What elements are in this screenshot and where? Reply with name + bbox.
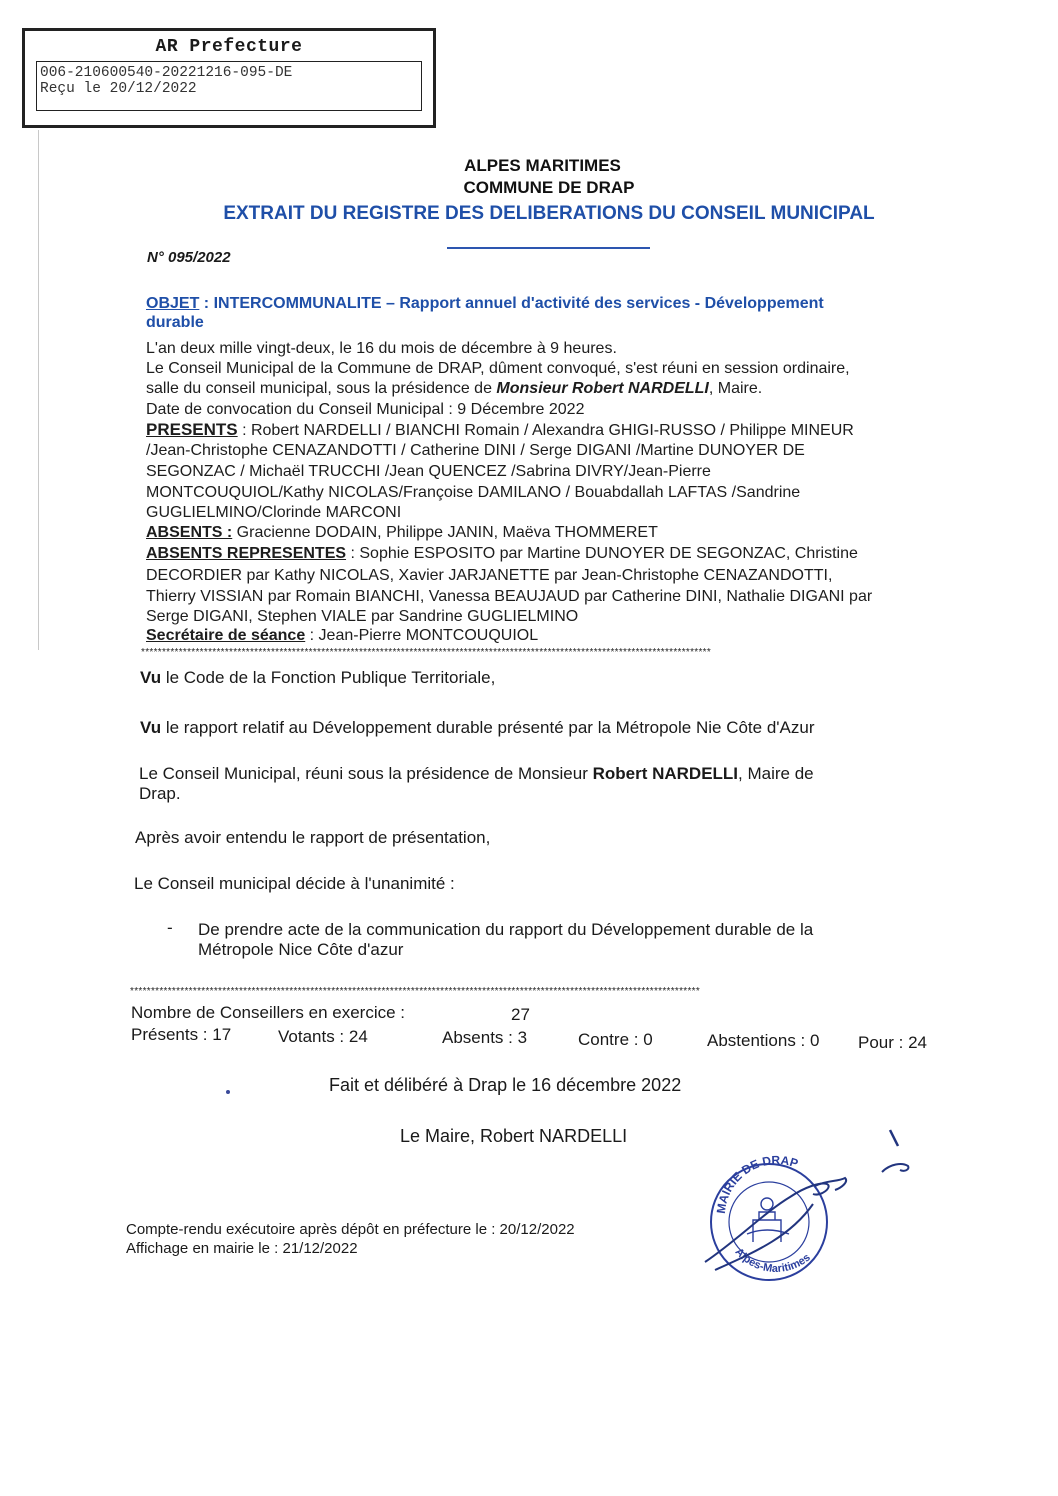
- vote-presents: Présents : 17: [131, 1025, 232, 1044]
- presents-line-5: GUGLIELMINO/Clorinde MARCONI: [146, 504, 402, 521]
- president-name: Monsieur Robert NARDELLI: [496, 380, 709, 397]
- decision-item-line-2: Métropole Nice Côte d'azur: [198, 940, 404, 959]
- presents-line-3: SEGONZAC / Michaël TRUCCHI /Jean QUENCEZ /Sabrina DIVRY/Jean-Pierre: [146, 463, 711, 480]
- presents-line: PRESENTS : Robert NARDELLI / BIANCHI Romain / Alexandra GHIGI-RUSSO / Philippe MINEUR: [146, 420, 854, 439]
- ar-stamp-inner-box: [36, 61, 422, 111]
- absents-representes-line-4: Serge DIGANI, Stephen VIALE par Sandrine GUGLIELMINO: [146, 608, 579, 625]
- vote-votants: Votants : 24: [278, 1027, 368, 1046]
- ink-dot: [226, 1090, 230, 1094]
- presents-label: PRESENTS: [146, 420, 238, 439]
- council-presidence-line: Le Conseil Municipal, réuni sous la présidence de Monsieur Robert NARDELLI, Maire de: [139, 764, 814, 783]
- absents-label: ABSENTS :: [146, 524, 233, 541]
- decision-item-line-1: De prendre acte de la communication du rapport du Développement durable de la: [198, 920, 814, 939]
- vote-abstentions: Abstentions : 0: [707, 1031, 820, 1050]
- mairie-seal-graphic: [695, 1142, 855, 1287]
- maire-signature-line: Le Maire, Robert NARDELLI: [400, 1126, 628, 1146]
- commune-heading: COMMUNE DE DRAP: [463, 178, 635, 197]
- session-convocation-line: Le Conseil Municipal de la Commune de DRAP, dûment convoqué, s'est réuni en session ordinaire,: [146, 360, 850, 377]
- decision-line: Le Conseil municipal décide à l'unanimité :: [134, 874, 455, 893]
- mairie-seal: [695, 1142, 855, 1287]
- ar-stamp-title: AR Prefecture: [155, 37, 303, 57]
- apres-rapport-line: Après avoir entendu le rapport de présentation,: [135, 828, 491, 847]
- separator-bottom: ****************************************************************************************************************************************: [130, 986, 701, 997]
- separator-top: ****************************************************************************************************************************************: [141, 647, 712, 658]
- convocation-date: Date de convocation du Conseil Municipal : 9 Décembre 2022: [146, 401, 585, 418]
- ar-prefecture-stamp: [22, 28, 436, 128]
- presents-line-4: MONTCOUQUIOL/Kathy NICOLAS/Françoise DAMILANO / Bouabdallah LAFTAS /Sandrine: [146, 484, 801, 501]
- absents-representes-label: ABSENTS REPRESENTES: [146, 545, 347, 562]
- seal-top-text: MAIRIE DE DRAP: [713, 1153, 800, 1215]
- absents-representes-line-3: Thierry VISSIAN par Romain BIANCHI, Vanessa BEAUJAUD par Catherine DINI, Nathalie DIGANI par: [146, 588, 873, 605]
- absents-line: ABSENTS : Gracienne DODAIN, Philippe JANIN, Maëva THOMMERET: [146, 524, 658, 541]
- council-presidence-line-2: Drap.: [139, 784, 181, 803]
- department-heading: ALPES MARITIMES: [464, 156, 621, 175]
- vu-code-line: Vu le Code de la Fonction Publique Territoriale,: [140, 668, 496, 687]
- deliberation-number: N° 095/2022: [147, 249, 231, 266]
- objet-text: : INTERCOMMUNALITE – Rapport annuel d'activité des services - Développement: [199, 295, 824, 312]
- absents-representes-line-2: DECORDIER par Kathy NICOLAS, Xavier JARJANETTE par Jean-Christophe CENAZANDOTTI,: [146, 567, 833, 584]
- decision-bullet: -: [167, 918, 173, 937]
- signature-flourish-icon: [880, 1128, 920, 1178]
- ar-reference: 006-210600540-20221216-095-DE: [40, 65, 293, 81]
- presents-line-2: /Jean-Christophe CENAZANDOTTI / Catherine DINI / Serge DIGANI /Martine DUNOYER DE: [146, 442, 805, 459]
- ar-received-date: Reçu le 20/12/2022: [40, 81, 197, 97]
- secretaire-line: Secrétaire de séance : Jean-Pierre MONTCOUQUIOL: [146, 627, 539, 644]
- title-underline: [447, 247, 650, 249]
- conseillers-exercice-label: Nombre de Conseillers en exercice :: [131, 1003, 406, 1022]
- affichage-line: Affichage en mairie le : 21/12/2022: [126, 1240, 358, 1257]
- vu-rapport-line: Vu le rapport relatif au Développement durable présenté par la Métropole Nie Côte d'Azur: [140, 718, 815, 737]
- conseillers-exercice-value: 27: [511, 1005, 530, 1024]
- objet-text-continued: durable: [146, 314, 204, 331]
- compte-rendu-line: Compte-rendu exécutoire après dépôt en préfecture le : 20/12/2022: [126, 1221, 575, 1238]
- secretaire-label: Secrétaire de séance: [146, 627, 306, 644]
- register-title: EXTRAIT DU REGISTRE DES DELIBERATIONS DU CONSEIL MUNICIPAL: [223, 203, 875, 224]
- fait-delibere-line: Fait et délibéré à Drap le 16 décembre 2022: [329, 1075, 682, 1095]
- session-date-line: L'an deux mille vingt-deux, le 16 du mois de décembre à 9 heures.: [146, 340, 617, 357]
- session-presidence-line: salle du conseil municipal, sous la présidence de Monsieur Robert NARDELLI, Maire.: [146, 380, 763, 397]
- objet-line: [146, 295, 824, 313]
- vote-contre: Contre : 0: [578, 1030, 653, 1049]
- vote-pour: Pour : 24: [858, 1033, 927, 1052]
- objet-label: OBJET: [146, 295, 200, 312]
- seal-bottom-text: Alpes-Maritimes: [732, 1245, 813, 1275]
- vote-absents: Absents : 3: [442, 1028, 528, 1047]
- absents-representes-line: ABSENTS REPRESENTES : Sophie ESPOSITO par Martine DUNOYER DE SEGONZAC, Christine: [146, 545, 858, 562]
